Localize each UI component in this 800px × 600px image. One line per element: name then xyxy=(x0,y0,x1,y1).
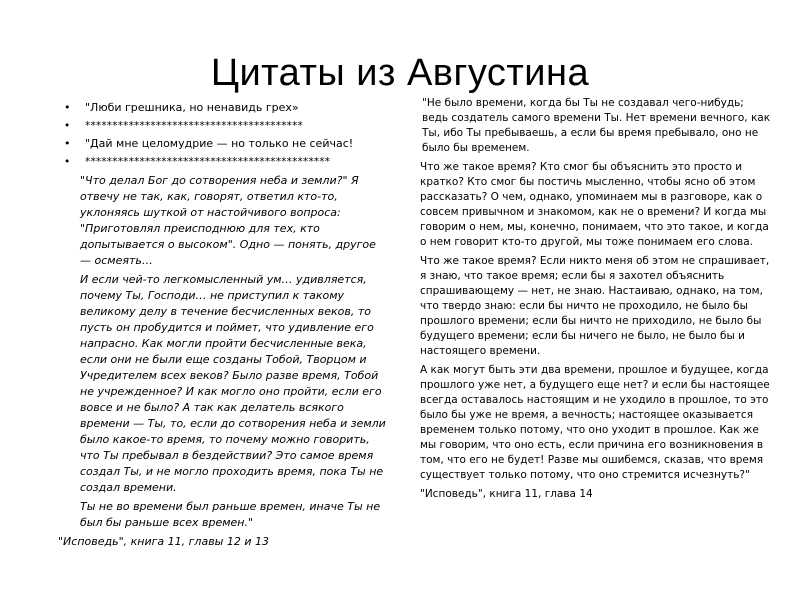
list-item: • **************************************** xyxy=(58,118,388,134)
source-citation: "Исповедь", книга 11, глава 14 xyxy=(420,488,593,500)
list-item: • ********************************************* xyxy=(58,154,388,170)
quote-paragraph: Что же такое время? Кто смог бы объяснить это просто и кратко? Кто смог бы постичь мысленно, чтобы ясно об этом рассказать? О чем, однако, упоминаем мы в разговоре, как о совсем привычном и знакомом, как не о времени? И когда мы говорим о нем, мы, конечно, понимаем, что это такое, и когда о нем говорит кто-то другой, мы тоже понимаем его слова. xyxy=(420,161,769,248)
source-citation: "Исповедь", книга 11, главы 12 и 13 xyxy=(58,535,269,548)
quote-list xyxy=(58,100,388,170)
left-column xyxy=(58,100,388,550)
right-column xyxy=(420,96,772,506)
quote-paragraph: И если чей-то легкомысленный ум… удивляется, почему Ты, Господи… не приступил к такому великому делу в течение бесчисленных веков, то пусть он пробудится и поймет, что удивление его напрасно. Как могли пройти бесчисленные века, если они не были еще созданы Тобой, Творцом и Учредителем всех веков? Было разве время, Тобой не учрежденное? И как могло оно пройти, если его вовсе и не было? А так как делатель всякого времени — Ты, то, если до сотворения неба и земли было какое-то время, то почему можно говорить, что Ты пребывал в бездействии? Это самое время создал Ты, и не могло проходить время, пока Ты не создал времени. xyxy=(80,273,386,494)
list-item: • "Дай мне целомудрие — но только не сейчас! xyxy=(58,136,388,152)
slide-title: Цитаты из Августина xyxy=(210,52,590,94)
list-item: • "Люби грешника, но ненавидь грех» xyxy=(58,100,388,116)
quote-paragraph: Ты не во времени был раньше времен, иначе Ты не был бы раньше всех времен." xyxy=(80,500,381,529)
quote-paragraph: Что же такое время? Если никто меня об этом не спрашивает, я знаю, что такое время; если бы я захотел объяснить спрашивающему — нет, не знаю. Настаиваю, однако, на том, что твердо знаю: если бы ничто не проходило, не было бы прошлого времени; если бы ничто не приходило, не было бы будущего времени; если бы ничего не было, не было бы и настоящего времени. xyxy=(420,255,770,357)
quote-paragraph: А как могут быть эти два времени, прошлое и будущее, когда прошлого уже нет, а будущего еще нет? и если бы настоящее всегда оставалось настоящим и не уходило в прошлое, то это было бы уже не время, а вечность; настоящее оказывается временем только потому, что оно уходит в прошлое. Как же мы говорим, что оно есть, если причина его возникновения в том, что его не будет! Разве мы ошибемся, сказав, что время существует только потому, что оно стремится исчезнуть?" xyxy=(420,364,770,481)
quote-paragraph: "Что делал Бог до сотворения неба и земли?" Я отвечу не так, как, говорят, ответил кто-то, уклоняясь шуткой от настойчивого вопроса: "Приготовлял преисподнюю для тех, кто допытывается о высоком". Одно — понять, другое — осмеять… xyxy=(80,174,376,267)
quote-paragraph: "Не было времени, когда бы Ты не создавал чего-нибудь; ведь создатель самого времени Ты. Нет времени вечного, как Ты, ибо Ты пребываешь, а если бы время пребывало, оно не было бы временем. xyxy=(422,97,771,154)
